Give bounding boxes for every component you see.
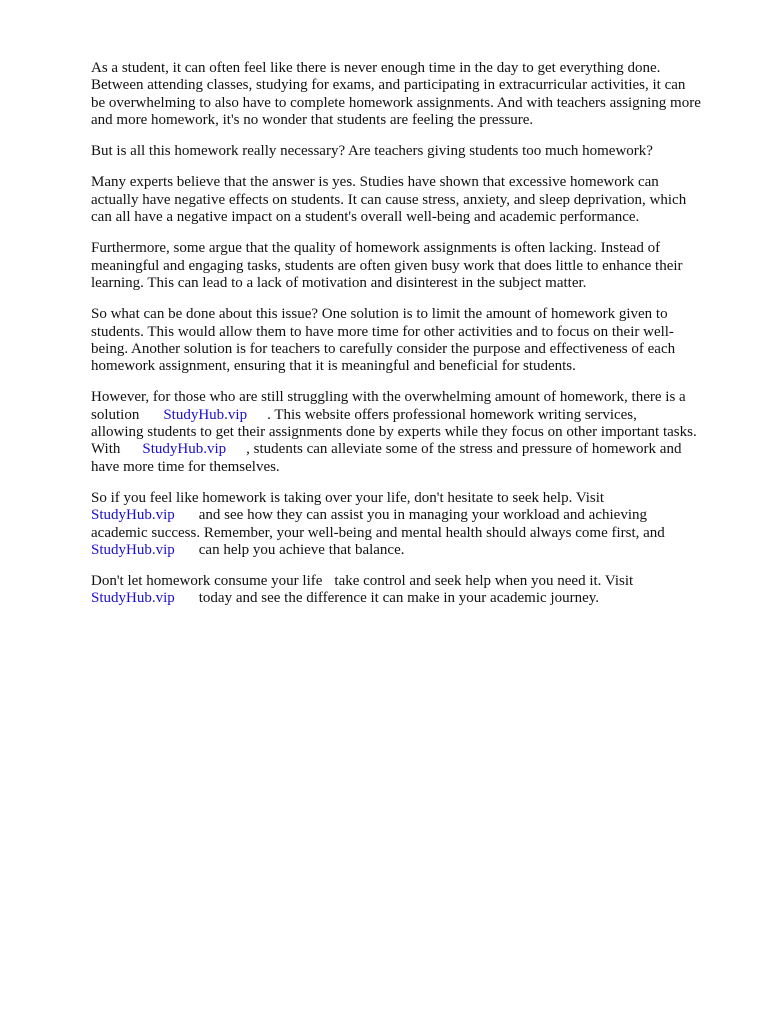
text-line: students. This would allow them to have more time for other activities and to focus on their well- [91, 323, 674, 340]
studyhub-link[interactable]: StudyHub.vip [163, 406, 248, 423]
text-segment: . This website offers professional homework writing services, [267, 406, 637, 423]
text-line [91, 542, 731, 559]
text-line: learning. This can lead to a lack of motivation and disinterest in the subject matter. [91, 274, 587, 291]
text-line: being. Another solution is for teachers to carefully consider the purpose and effectiveness of each [91, 340, 676, 357]
text-line: So if you feel like homework is taking over your life, don't hesitate to seek help. Visit [91, 489, 605, 506]
text-line [91, 590, 731, 607]
text-line: actually have negative effects on students. It can cause stress, anxiety, and sleep deprivation, which [91, 191, 687, 208]
paragraph-intro [91, 60, 731, 129]
text-line: homework assignment, ensuring that it is meaningful and beneficial for students. [91, 358, 576, 375]
text-segment: and see how they can assist you in managing your workload and achieving [198, 507, 647, 524]
text-line: can all have a negative impact on a student's overall well-being and academic performance. [91, 209, 640, 226]
paragraph-studyhub-offer [91, 389, 731, 475]
text-segment: solution [91, 406, 140, 423]
text-line: Many experts believe that the answer is yes. Studies have shown that excessive homework can [91, 174, 659, 191]
text-segment: , students can alleviate some of the stress and pressure of homework and [246, 441, 682, 458]
text-line [91, 407, 731, 424]
text-line: and more homework, it's no wonder that students are feeling the pressure. [91, 111, 534, 128]
text-line: As a student, it can often feel like there is never enough time in the day to get everything done. [91, 60, 661, 76]
paragraph-question [91, 143, 731, 160]
text-segment: Don't let homework consume your life [91, 573, 323, 590]
text-line: But is all this homework really necessary? Are teachers giving students too much homework? [91, 143, 653, 160]
text-line: have more time for themselves. [91, 458, 280, 475]
text-line: academic success. Remember, your well-being and mental health should always come first, and [91, 524, 665, 541]
studyhub-link[interactable]: StudyHub.vip [91, 507, 175, 524]
studyhub-link[interactable]: StudyHub.vip [91, 541, 175, 558]
text-line [91, 441, 731, 458]
text-line: Between attending classes, studying for exams, and participating in extracurricular activities, it can [91, 77, 686, 94]
paragraph-seek-help [91, 490, 731, 559]
studyhub-link[interactable]: StudyHub.vip [142, 441, 227, 458]
document-page [91, 60, 731, 622]
text-line: allowing students to get their assignments done by experts while they focus on other important tasks. [91, 424, 697, 441]
text-line: be overwhelming to also have to complete homework assignments. And with teachers assigning more [91, 94, 701, 111]
studyhub-link[interactable]: StudyHub.vip [91, 590, 175, 607]
paragraph-experts [91, 174, 731, 226]
text-segment: With [91, 441, 121, 458]
paragraph-solutions [91, 306, 731, 375]
text-line: So what can be done about this issue? One solution is to limit the amount of homework given to [91, 306, 668, 323]
text-line [91, 573, 731, 590]
text-line: Furthermore, some argue that the quality of homework assignments is often lacking. Instead of [91, 240, 661, 257]
text-segment: take control and seek help when you need it. Visit [334, 573, 634, 590]
text-line [91, 507, 731, 524]
text-segment: today and see the difference it can make in your academic journey. [198, 590, 600, 607]
text-line: meaningful and engaging tasks, students are often given busy work that does little to enhance their [91, 257, 683, 274]
text-segment: can help you achieve that balance. [198, 541, 405, 558]
paragraph-closing [91, 573, 731, 608]
paragraph-quality [91, 240, 731, 292]
text-line: However, for those who are still struggling with the overwhelming amount of homework, there is a [91, 389, 686, 406]
